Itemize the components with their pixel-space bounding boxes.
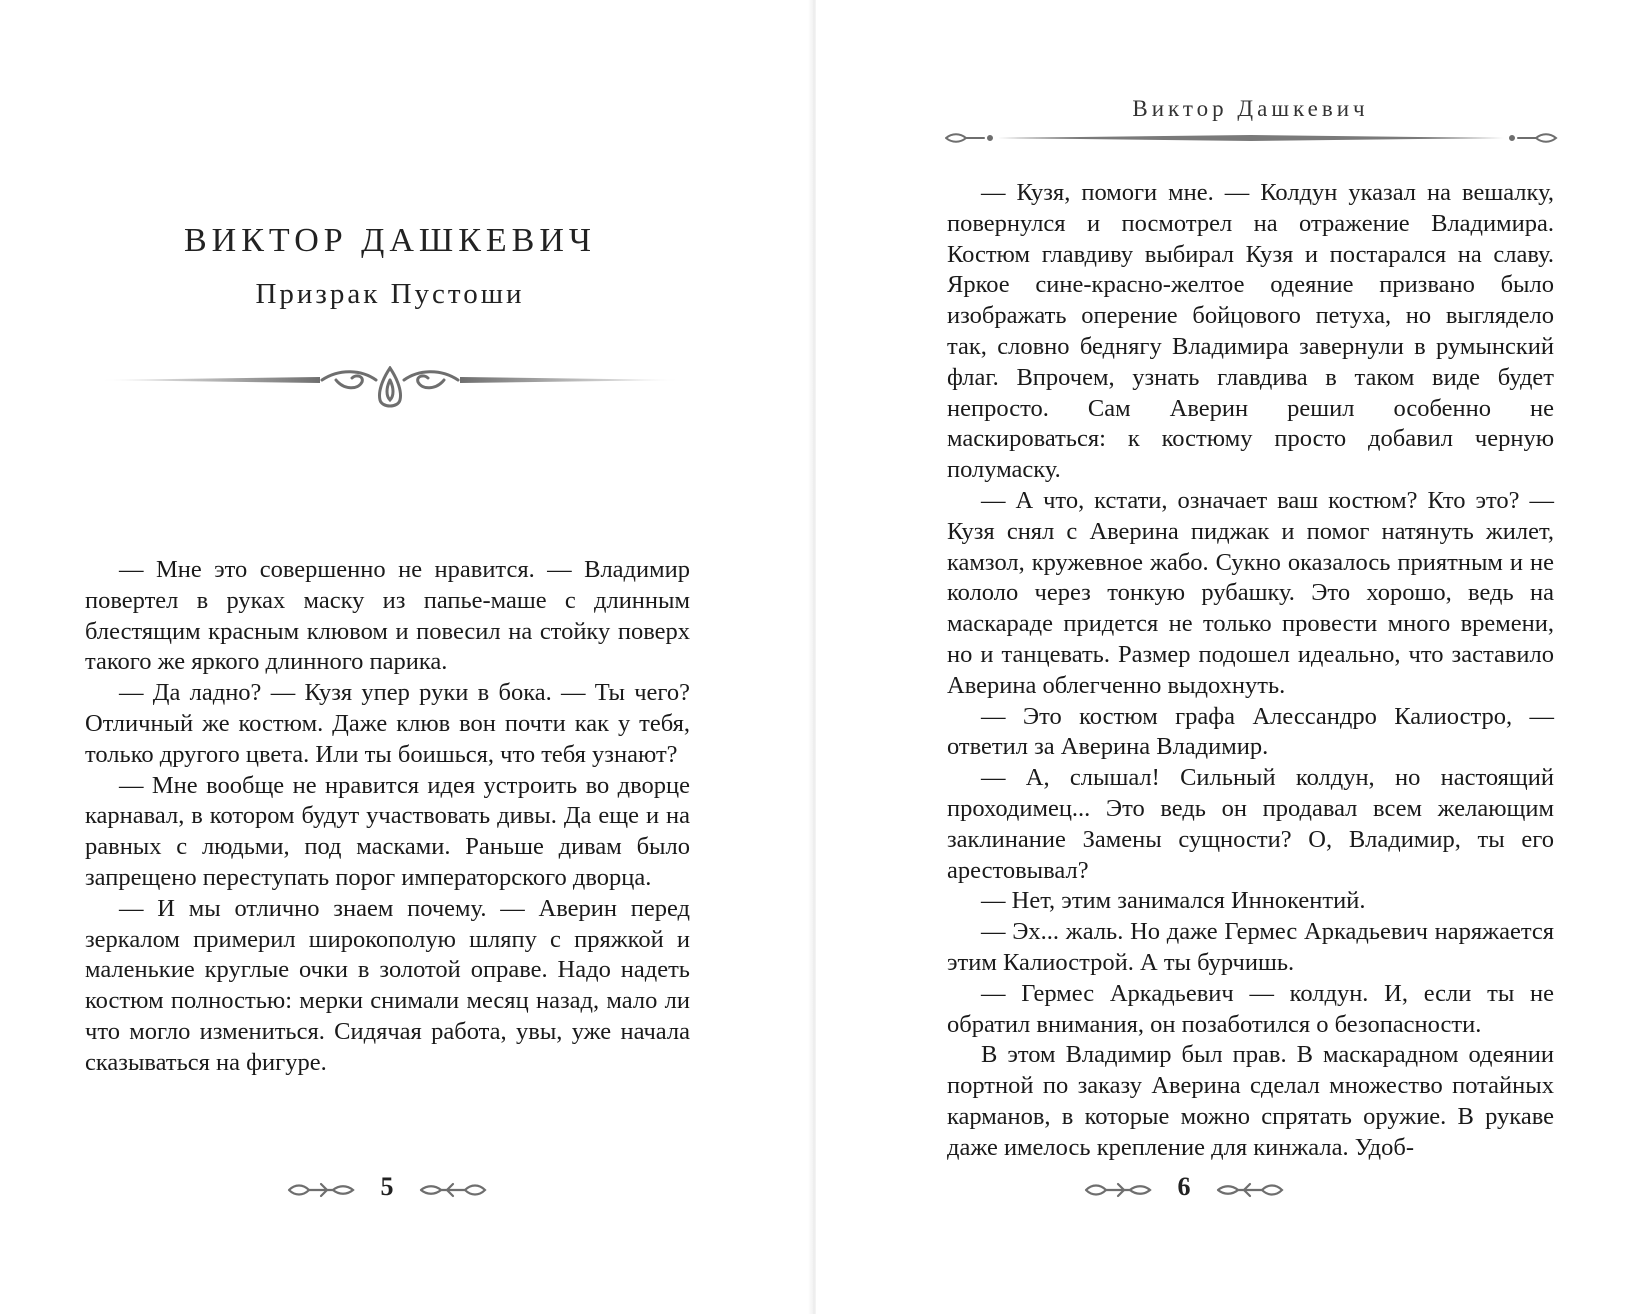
paragraph: — Эх... жаль. Но даже Гермес Аркадьевич наряжается этим Калиострой. А ты бурчишь. [947, 918, 1554, 976]
left-page [0, 0, 812, 1314]
paragraph: — Это костюм графа Алессандро Калиостро, — ответил за Аверина Владимир. [947, 702, 1554, 761]
paragraph: — Гермес Аркадьевич — колдун. И, если ты не обратил внимания, он позаботился о безопасности. [947, 979, 1554, 1038]
folio-ornament-right [417, 1180, 487, 1200]
right-page [816, 0, 1628, 1314]
paragraph: — Мне вообще не нравится идея устроить во дворце карнавал, в котором будут участвовать дивы. Да еще и на равных с людьми, под масками. Раньше дивам было запрещено переступать порог императорского дворца. [85, 771, 690, 891]
paragraph: — Мне это совершенно не нравится. — Владимир повертел в руках маску из папье-маше с длинным блестящим красным клювом и повесил на стойку поверх такого же яркого длинного парика. [85, 556, 690, 676]
book-author: ВИКТОР ДАШКЕВИЧ [183, 222, 596, 259]
running-head: Виктор Дашкевич [1132, 96, 1369, 121]
folio-ornament-left [1084, 1180, 1154, 1200]
right-folio [1084, 1170, 1284, 1210]
running-head-rule [944, 128, 1558, 148]
folio-ornament-left [287, 1180, 357, 1200]
paragraph: — Кузя, помоги мне. — Колдун указал на вешалку, повернулся и посмотрел на отражение Владимира. Костюм главдиву выбирал Кузя и постарался на славу. Яркое сине-красно-желтое одеяние призвано было изображать оперение бойцового петуха, но выглядело так, словно беднягу Владимира завернули в румынский флаг. Впрочем, узнать главдива в таком виде будет непросто. Сам Аверин решил особенно не маскироваться: к костюму просто добавил черную полумаску. [947, 179, 1554, 484]
paragraph: — А что, кстати, означает ваш костюм? Кто это? — Кузя снял с Аверина пиджак и помог натянуть жилет, камзол, кружевное жабо. Сукно оказалось приятным и не кололо через тонкую рубашку. Это хорошо, ведь на маскараде придется не только провести много времени, но и танцевать. Размер подошел идеально, что заставило Аверина облегченно выдохнуть. [947, 486, 1554, 699]
page-number: 5 [380, 1172, 394, 1201]
paragraph: — Да ладно? — Кузя упер руки в бока. — Ты чего? Отличный же костюм. Даже клюв вон почти как у тебя, только другого цвета. Или ты боишься, что тебя узнают? [85, 679, 690, 768]
page-number: 6 [1177, 1172, 1191, 1201]
title-ornament [100, 366, 680, 434]
left-body-text [85, 555, 690, 1079]
paragraph: — Нет, этим занимался Иннокентий. [981, 887, 1366, 915]
paragraph: — И мы отлично знаем почему. — Аверин перед зеркалом примерил широкополую шляпу с пряжкой и маленькие круглые очки в золотой оправе. Надо надеть костюм полностью: мерки снимали месяц назад, мало ли что могло измениться. Сидячая работа, увы, уже начала сказываться на фигуре. [85, 894, 690, 1076]
book-title: Призрак Пустоши [255, 278, 525, 310]
right-body-text [947, 178, 1554, 1164]
paragraph: В этом Владимир был прав. В маскарадном одеянии портной по заказу Аверина сделал множество потайных карманов, в которые можно спрятать оружие. В рукаве даже имелось крепление для кинжала. Удоб- [947, 1041, 1554, 1161]
paragraph: — А, слышал! Сильный колдун, но настоящий проходимец... Это ведь он продавал всем желающим заклинание Замены сущности? О, Владимир, ты его арестовывал? [947, 764, 1554, 884]
left-folio [287, 1170, 487, 1210]
folio-ornament-right [1214, 1180, 1284, 1200]
